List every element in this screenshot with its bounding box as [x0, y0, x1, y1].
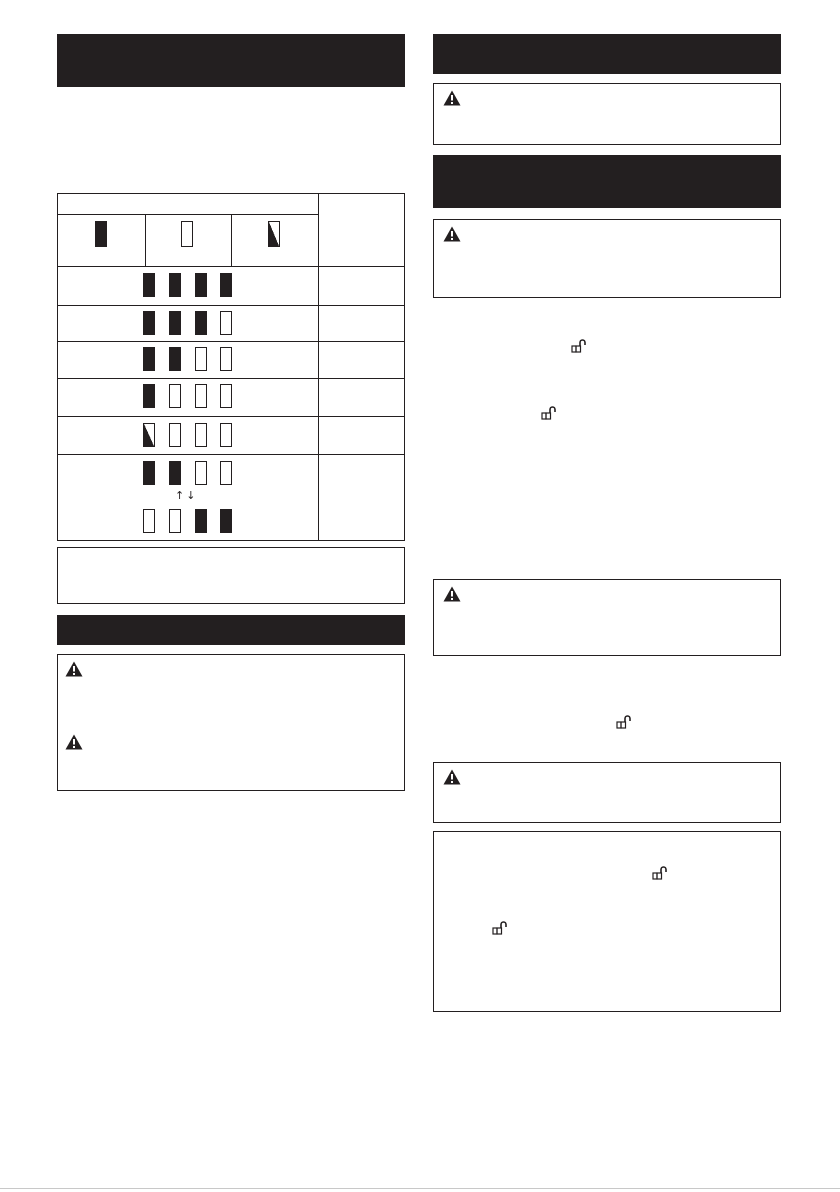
- indicator-segment: [143, 311, 155, 335]
- table-rule: [58, 341, 404, 342]
- indicator-segment: [220, 273, 232, 297]
- indicator-segment: [169, 347, 181, 371]
- indicator-segment: [143, 423, 155, 447]
- indicator-segment: [195, 423, 207, 447]
- unlocked-padlock-icon: [652, 866, 668, 880]
- indicator-segment: [195, 461, 207, 485]
- indicator-segment: [169, 384, 181, 408]
- battery-indicator-table: [57, 193, 405, 541]
- legend-blinking-segment: [268, 221, 280, 247]
- section-header-bar: [57, 34, 405, 87]
- indicator-segment: [220, 461, 232, 485]
- table-rule: [58, 378, 404, 379]
- legend-off-segment: [181, 221, 193, 247]
- indicator-segment: [143, 509, 155, 533]
- indicator-segment: [195, 384, 207, 408]
- indicator-segment: [195, 509, 207, 533]
- warning-box: [433, 579, 781, 656]
- table-rule: [58, 305, 404, 306]
- warning-triangle-icon: [443, 90, 461, 106]
- indicator-segment: [220, 423, 232, 447]
- warning-box: [433, 83, 781, 145]
- indicator-segment: [169, 423, 181, 447]
- table-rule: [58, 214, 318, 215]
- unlocked-padlock-icon: [541, 406, 557, 420]
- unlocked-padlock-icon: [616, 715, 632, 729]
- indicator-segment: [169, 461, 181, 485]
- table-rule: [58, 454, 404, 455]
- unlocked-padlock-icon: [492, 921, 508, 935]
- indicator-segment: [195, 311, 207, 335]
- unlocked-padlock-icon: [571, 339, 587, 353]
- caution-box: [57, 654, 405, 791]
- warning-box: [433, 219, 781, 298]
- indicator-segment: [220, 311, 232, 335]
- indicator-segment: [220, 384, 232, 408]
- note-box: [433, 831, 781, 1012]
- indicator-segment: [143, 347, 155, 371]
- warning-triangle-icon: [443, 226, 461, 242]
- indicator-segment: [143, 273, 155, 297]
- indicator-segment: [169, 311, 181, 335]
- warning-box: [433, 762, 781, 823]
- alternating-arrows: ↑↓: [175, 489, 198, 502]
- note-box: [57, 547, 405, 604]
- warning-triangle-icon: [443, 586, 461, 602]
- legend-lit-segment: [95, 221, 107, 247]
- section-header-bar: [433, 155, 781, 208]
- table-rule: [145, 214, 146, 266]
- indicator-segment: [220, 347, 232, 371]
- indicator-segment: [169, 273, 181, 297]
- indicator-segment: [220, 509, 232, 533]
- warning-triangle-icon: [65, 734, 83, 750]
- table-rule: [318, 194, 319, 540]
- indicator-segment: [143, 461, 155, 485]
- indicator-segment: [143, 384, 155, 408]
- warning-triangle-icon: [65, 661, 83, 677]
- indicator-segment: [169, 509, 181, 533]
- table-rule: [231, 214, 232, 266]
- indicator-segment: [195, 347, 207, 371]
- table-rule: [58, 266, 404, 267]
- section-header-bar: [433, 34, 781, 74]
- indicator-segment: [195, 273, 207, 297]
- section-header-bar: [57, 615, 405, 645]
- table-rule: [58, 416, 404, 417]
- page-bottom-rule: [0, 1188, 840, 1189]
- warning-triangle-icon: [443, 769, 461, 785]
